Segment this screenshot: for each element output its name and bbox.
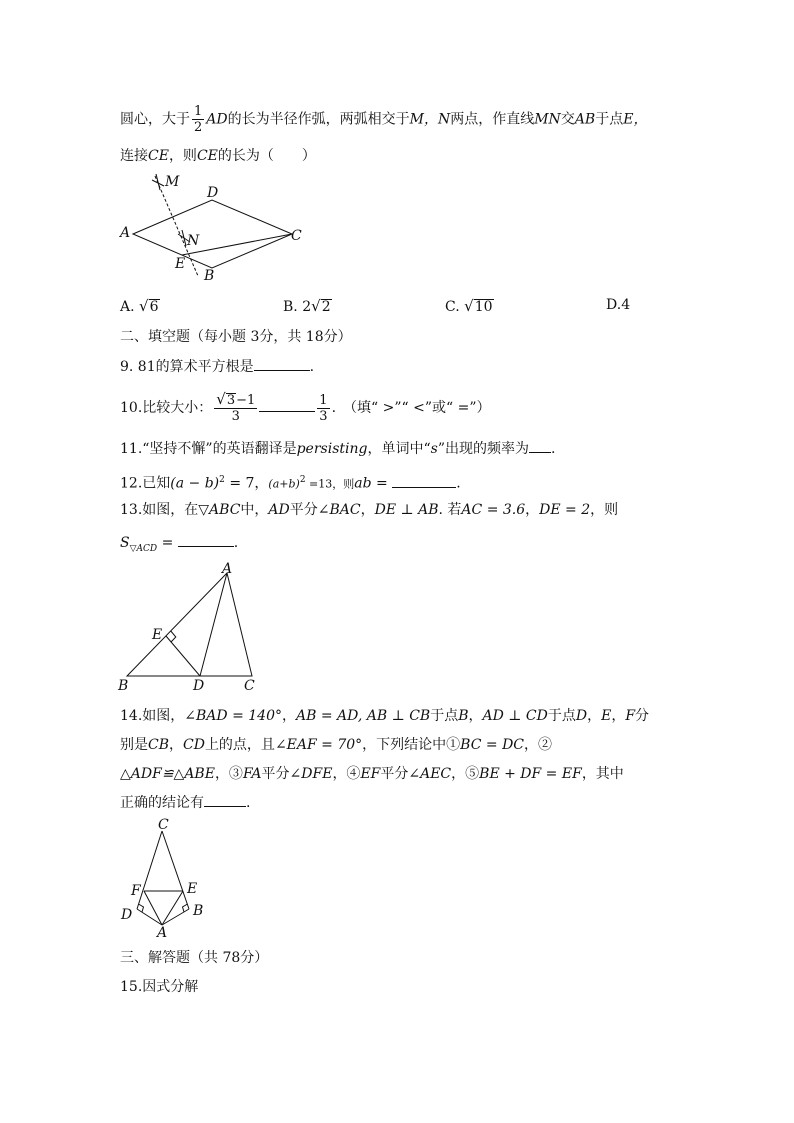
q8-line1 <box>120 104 647 135</box>
q11-text: ，单词中“ <box>367 441 431 457</box>
q14-kite-figure <box>115 815 215 940</box>
q14-text: ，② <box>524 737 552 753</box>
triangle-abc <box>127 573 252 676</box>
q13-angle: ∠BAC <box>317 502 361 518</box>
label-b: B <box>118 678 129 694</box>
numerator-tail: −1 <box>236 393 256 408</box>
q13-text: ，则 <box>590 502 619 518</box>
fraction-numerator: 1 <box>194 104 203 119</box>
q14-point: E <box>601 708 612 724</box>
q8-option-a: A. √6 <box>120 297 159 315</box>
q13-text: . 若 <box>438 502 462 518</box>
fraction-half <box>192 104 204 135</box>
q14-text: 平分 <box>261 766 290 782</box>
fraction-denominator: 3 <box>231 409 240 424</box>
q8-text: 的长为（ ） <box>217 148 316 164</box>
q14-text: ， <box>611 708 626 724</box>
fraction-one-third <box>317 393 329 424</box>
label-f: F <box>131 883 141 899</box>
q8-segment-ce: CE <box>148 148 169 164</box>
q8-segment-ab: AB <box>574 111 596 128</box>
q14-point: B <box>458 708 469 724</box>
q14-text: 分 <box>635 708 650 724</box>
q13-ad: AD <box>268 502 290 518</box>
q14-text: ，⑤ <box>451 766 480 782</box>
q11-text: ”出现的频率为 <box>437 441 529 457</box>
q8-text: ，则 <box>168 148 197 164</box>
fraction-denominator: 3 <box>319 408 328 424</box>
q8-segment-ce: CE <box>196 148 218 164</box>
q12-expr2: (a+b) <box>268 477 300 491</box>
q14-line2 <box>120 735 552 755</box>
q14-text: ，其中 <box>581 766 624 782</box>
q8-text: 圆心，大于 <box>120 111 190 128</box>
exponent: 2 <box>219 475 225 485</box>
answer-blank[interactable] <box>259 397 315 412</box>
q12-eq3: = <box>371 475 393 492</box>
q14-text: 于点 <box>547 708 576 724</box>
q12-text: 12.已知 <box>120 475 171 492</box>
label-d: D <box>207 185 219 201</box>
option-letter: C. <box>445 299 460 315</box>
answer-blank[interactable] <box>254 356 310 371</box>
q15: 15.因式分解 <box>120 979 199 995</box>
q8-option-b: B. 2√2 <box>283 297 331 315</box>
q8-text: 两点，作直线 <box>450 111 535 128</box>
option-coefficient: 2 <box>302 299 312 315</box>
q14-conclusion-2: △ADF≌△ABE <box>120 766 215 782</box>
q13-ac: AC = 3.6 <box>461 502 526 518</box>
q11 <box>120 438 555 459</box>
q13-text: ， <box>525 502 540 518</box>
radicand: 3 <box>226 393 236 408</box>
q14-end: . <box>246 795 251 811</box>
label-c: C <box>291 228 302 244</box>
q11-text: 11.“坚持不懈”的英语翻译是 <box>120 441 297 457</box>
q13-text: 平分 <box>289 502 318 518</box>
segment-cb <box>162 831 189 909</box>
q11-word: persisting <box>296 441 368 457</box>
q13-end: . <box>233 535 239 551</box>
label-b: B <box>193 903 204 919</box>
q12-eq2: =13，则 <box>305 477 355 491</box>
q8-line-mn: MN <box>534 111 561 128</box>
label-b: B <box>204 268 215 284</box>
q12 <box>120 470 461 495</box>
segment-fa <box>144 891 162 925</box>
q13-text: 13.如图，在 <box>120 502 199 518</box>
q14-segment: CB <box>148 737 169 753</box>
option-value: 4 <box>621 297 631 313</box>
q14-line3 <box>120 764 624 784</box>
segment-ea <box>162 891 183 925</box>
q12-end: . <box>456 475 461 492</box>
q14-segment: FA <box>242 766 262 782</box>
q8-line2 <box>120 146 316 166</box>
label-a: A <box>157 925 168 940</box>
answer-blank[interactable] <box>529 438 551 453</box>
q14-text: 平分 <box>380 766 409 782</box>
q14-condition: AD ⊥ CD <box>482 708 548 724</box>
q8-points-mn: M，N <box>409 111 451 128</box>
fraction-sqrt3-minus-1-over-3: $\frac{√3-1}{3}$ <box>216 390 256 424</box>
segment-cd <box>137 831 162 909</box>
q14-text: ， <box>587 708 602 724</box>
label-c: C <box>244 678 255 694</box>
q11-letter: s <box>430 441 438 457</box>
q14-angle: ∠AEC <box>408 766 452 782</box>
q12-eq1: = 7， <box>224 475 269 492</box>
q13-text: 中， <box>240 502 269 518</box>
q14-text: 上的点，且 <box>204 737 275 753</box>
q8-text: 的长为半径作弧，两弧相交于 <box>227 111 410 128</box>
label-m: M <box>165 174 180 190</box>
option-letter: D. <box>606 297 622 313</box>
q8-text: 于点 <box>595 111 624 128</box>
option-radicand: 2 <box>321 299 331 315</box>
label-c: C <box>158 817 169 833</box>
q8-text: 连接 <box>120 148 148 164</box>
answer-blank[interactable] <box>204 792 246 807</box>
q13-line1 <box>120 500 618 520</box>
section-2-heading: 二、填空题（每小题 3分，共 18分） <box>120 329 352 345</box>
q14-text: 于点 <box>430 708 459 724</box>
q12-expr1: (a − b) <box>170 475 220 492</box>
q13-eq: = <box>157 535 178 551</box>
q10-instruction: . （填“ >”“ <”或“ =”） <box>331 400 491 416</box>
q14-angle: ∠DFE <box>289 766 333 782</box>
label-e: E <box>187 881 198 897</box>
q8-text: 交 <box>560 111 575 128</box>
q14-line4 <box>120 792 250 813</box>
q13-triangle: ▽ABC <box>198 502 241 518</box>
label-n: N <box>187 233 200 249</box>
q13-perp: DE ⊥ AB <box>374 502 439 518</box>
fraction-denominator: 2 <box>194 120 203 135</box>
q13-line2 <box>120 532 238 559</box>
q14-text: ， <box>468 708 483 724</box>
q14-angle-eaf: ∠EAF = 70° <box>274 737 363 753</box>
rhombus-abcd <box>133 200 292 268</box>
q9-end: . <box>309 359 315 375</box>
q14-point: F <box>625 708 636 724</box>
q14-text: 别是 <box>120 737 148 753</box>
q8-option-c: C. √10 <box>445 297 493 315</box>
option-radicand: 10 <box>474 299 493 315</box>
q12-ab: ab <box>354 475 372 492</box>
q14-text: ， <box>281 708 296 724</box>
q14-text: 正确的结论有 <box>120 795 204 811</box>
label-e: E <box>152 627 163 643</box>
q8-segment-ad: AD <box>206 111 228 128</box>
q8-rhombus-figure <box>115 170 315 285</box>
q14-angle-bad: ∠BAD = 140° <box>184 708 282 724</box>
label-a: A <box>120 225 131 241</box>
arc-mark-n <box>182 230 186 246</box>
q8-point-e: E， <box>623 111 648 128</box>
label-e: E <box>175 256 186 272</box>
answer-blank[interactable] <box>392 473 456 488</box>
label-d: D <box>121 907 133 923</box>
fraction-numerator: 1 <box>319 392 328 408</box>
right-angle-mark <box>171 631 176 642</box>
q10 <box>120 392 491 424</box>
option-radicand: 6 <box>149 299 159 315</box>
exponent: 2 <box>299 475 306 485</box>
segment-ad <box>200 573 227 676</box>
q11-end: . <box>551 441 556 457</box>
q14-line1 <box>120 706 649 726</box>
q8-option-d <box>606 297 630 313</box>
q14-text: ，下列结论中① <box>362 737 461 753</box>
q14-text: ，④ <box>332 766 361 782</box>
q10-text: 10.比较大小： <box>120 400 213 416</box>
q14-condition: AB = AD, AB ⊥ CB <box>295 708 431 724</box>
q14-text: 14.如图， <box>120 708 185 724</box>
q13-triangle-figure <box>115 560 275 695</box>
q13-area-symbol: S <box>120 535 130 551</box>
q14-conclusion-1: BC = DC <box>460 737 524 753</box>
q14-text: ，③ <box>214 766 243 782</box>
label-d: D <box>193 678 205 694</box>
q13-de: DE = 2 <box>539 502 591 518</box>
label-a: A <box>222 561 233 577</box>
q13-area-subscript: ▽ACD <box>129 543 158 554</box>
q14-segment: CD <box>183 737 205 753</box>
q14-conclusion-5: BE + DF = EF <box>479 766 582 782</box>
q9 <box>120 356 314 377</box>
option-letter: B. <box>283 299 298 315</box>
q14-segment: EF <box>360 766 381 782</box>
segment-ba <box>162 909 189 925</box>
option-letter: A. <box>120 299 135 315</box>
q14-point: D <box>575 708 588 724</box>
q9-text: 9. 81的算术平方根是 <box>120 359 254 375</box>
answer-blank[interactable] <box>178 532 234 547</box>
q13-text: ， <box>360 502 375 518</box>
q14-text: ， <box>169 737 183 753</box>
section-3-heading: 三、解答题（共 78分） <box>120 950 269 966</box>
